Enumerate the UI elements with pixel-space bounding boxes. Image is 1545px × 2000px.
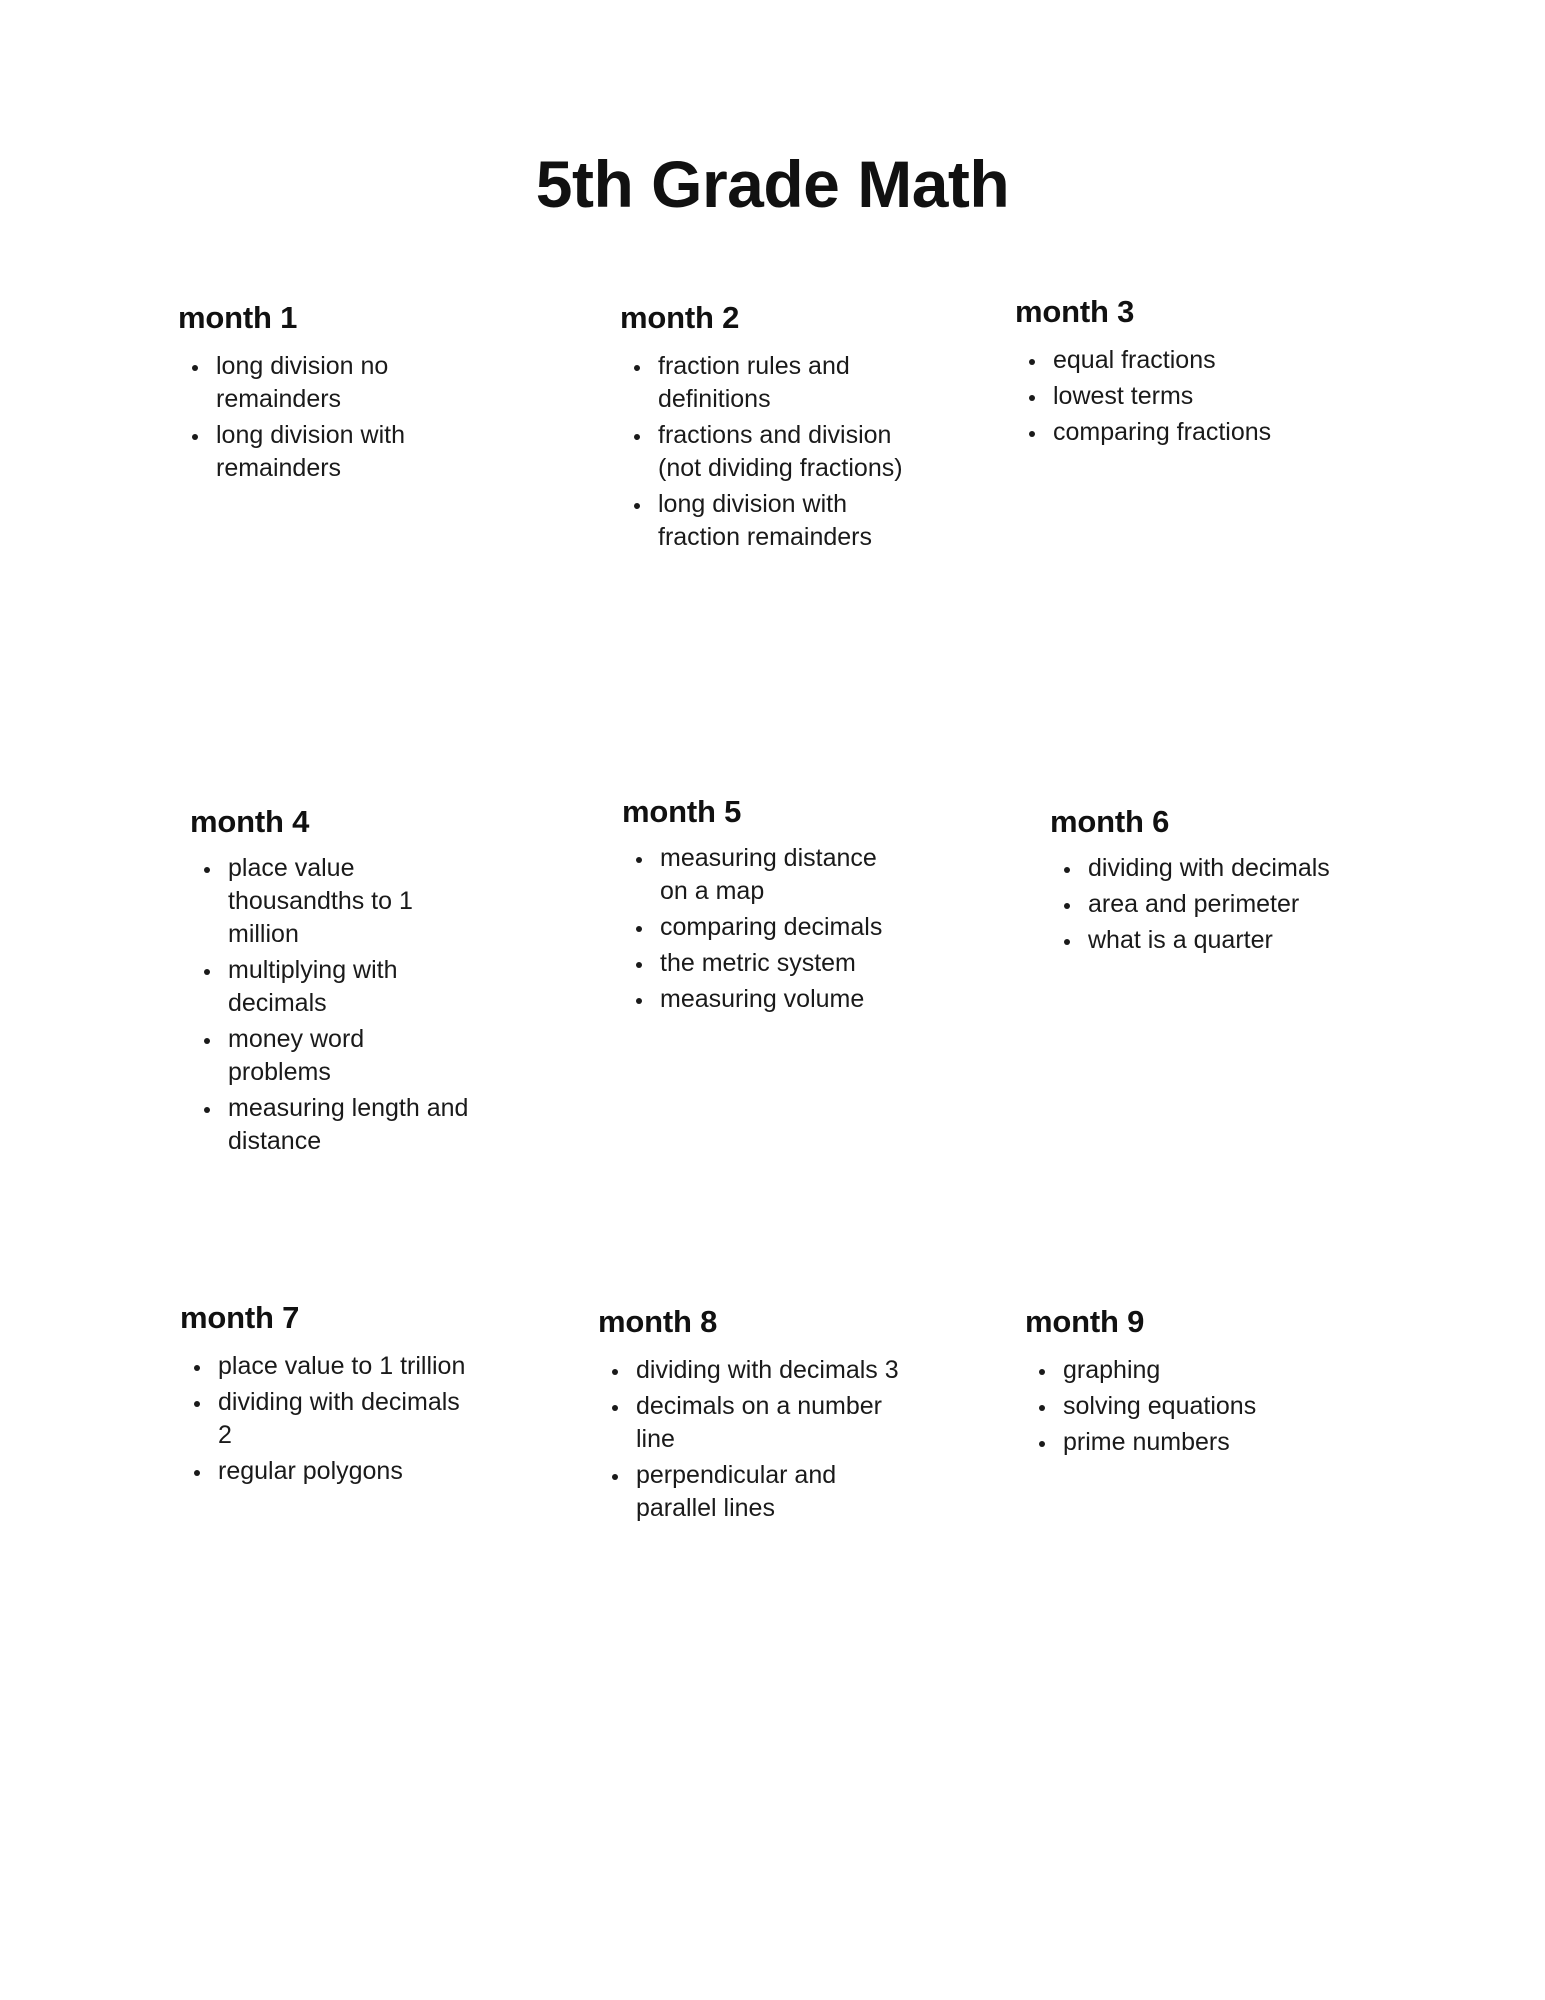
- topic-list: [178, 350, 470, 485]
- topic-list: [620, 350, 910, 554]
- list-item: equal fractions: [1015, 344, 1453, 377]
- list-item: place value to 1 trillion: [180, 1350, 470, 1383]
- topic-list: [1050, 852, 1545, 957]
- list-item: solving equations: [1025, 1390, 1393, 1423]
- list-item: multiplying with decimals: [190, 954, 470, 1020]
- month-heading: month 5: [622, 794, 742, 829]
- list-item: dividing with decimals: [1050, 852, 1488, 885]
- page-title: 5th Grade Math: [535, 147, 1010, 221]
- topic-list: [598, 1354, 910, 1525]
- topic-list: [1015, 344, 1545, 449]
- list-item: dividing with decimals 3: [598, 1354, 910, 1387]
- list-item: regular polygons: [180, 1455, 470, 1488]
- month-block-7: [0, 1300, 470, 1720]
- month-heading: month 2: [620, 300, 740, 335]
- month-grid: [0, 294, 1545, 1720]
- list-item: fractions and division (not dividing fractions): [620, 419, 910, 485]
- list-item: long division no remainders: [178, 350, 470, 416]
- month-heading: month 4: [190, 804, 310, 839]
- month-block-4: [0, 800, 470, 1300]
- list-item: area and perimeter: [1050, 888, 1488, 921]
- list-item: fraction rules and definitions: [620, 350, 910, 416]
- list-item: money word problems: [190, 1023, 470, 1089]
- month-row: [0, 1300, 1545, 1720]
- list-item: perpendicular and parallel lines: [598, 1459, 910, 1525]
- list-item: comparing fractions: [1015, 416, 1453, 449]
- list-item: long division with remainders: [178, 419, 470, 485]
- month-heading: month 6: [1050, 804, 1170, 839]
- list-item: dividing with decimals 2: [180, 1386, 470, 1452]
- list-item: comparing decimals: [622, 911, 910, 944]
- month-block-6: [910, 800, 1545, 1300]
- month-heading: month 8: [598, 1304, 718, 1339]
- topic-list: [622, 842, 910, 1016]
- topic-list: [1025, 1354, 1545, 1459]
- list-item: lowest terms: [1015, 380, 1453, 413]
- list-item: place value thousandths to 1 million: [190, 852, 470, 951]
- topic-list: [190, 852, 470, 1158]
- list-item: measuring distance on a map: [622, 842, 910, 908]
- month-row: [0, 294, 1545, 800]
- month-block-5: [470, 794, 910, 1300]
- list-item: measuring length and distance: [190, 1092, 470, 1158]
- month-block-1: [0, 300, 470, 800]
- month-heading: month 1: [178, 300, 298, 335]
- list-item: measuring volume: [622, 983, 910, 1016]
- topic-list: [180, 1350, 470, 1488]
- month-block-8: [470, 1300, 910, 1720]
- month-block-9: [910, 1300, 1545, 1720]
- list-item: graphing: [1025, 1354, 1393, 1387]
- list-item: decimals on a number line: [598, 1390, 910, 1456]
- month-block-3: [910, 294, 1545, 800]
- list-item: long division with fraction remainders: [620, 488, 910, 554]
- month-heading: month 9: [1025, 1304, 1145, 1339]
- month-heading: month 7: [180, 1300, 300, 1335]
- month-block-2: [470, 300, 910, 800]
- list-item: prime numbers: [1025, 1426, 1393, 1459]
- list-item: the metric system: [622, 947, 910, 980]
- month-heading: month 3: [1015, 294, 1135, 329]
- list-item: what is a quarter: [1050, 924, 1488, 957]
- month-row: [0, 794, 1545, 1300]
